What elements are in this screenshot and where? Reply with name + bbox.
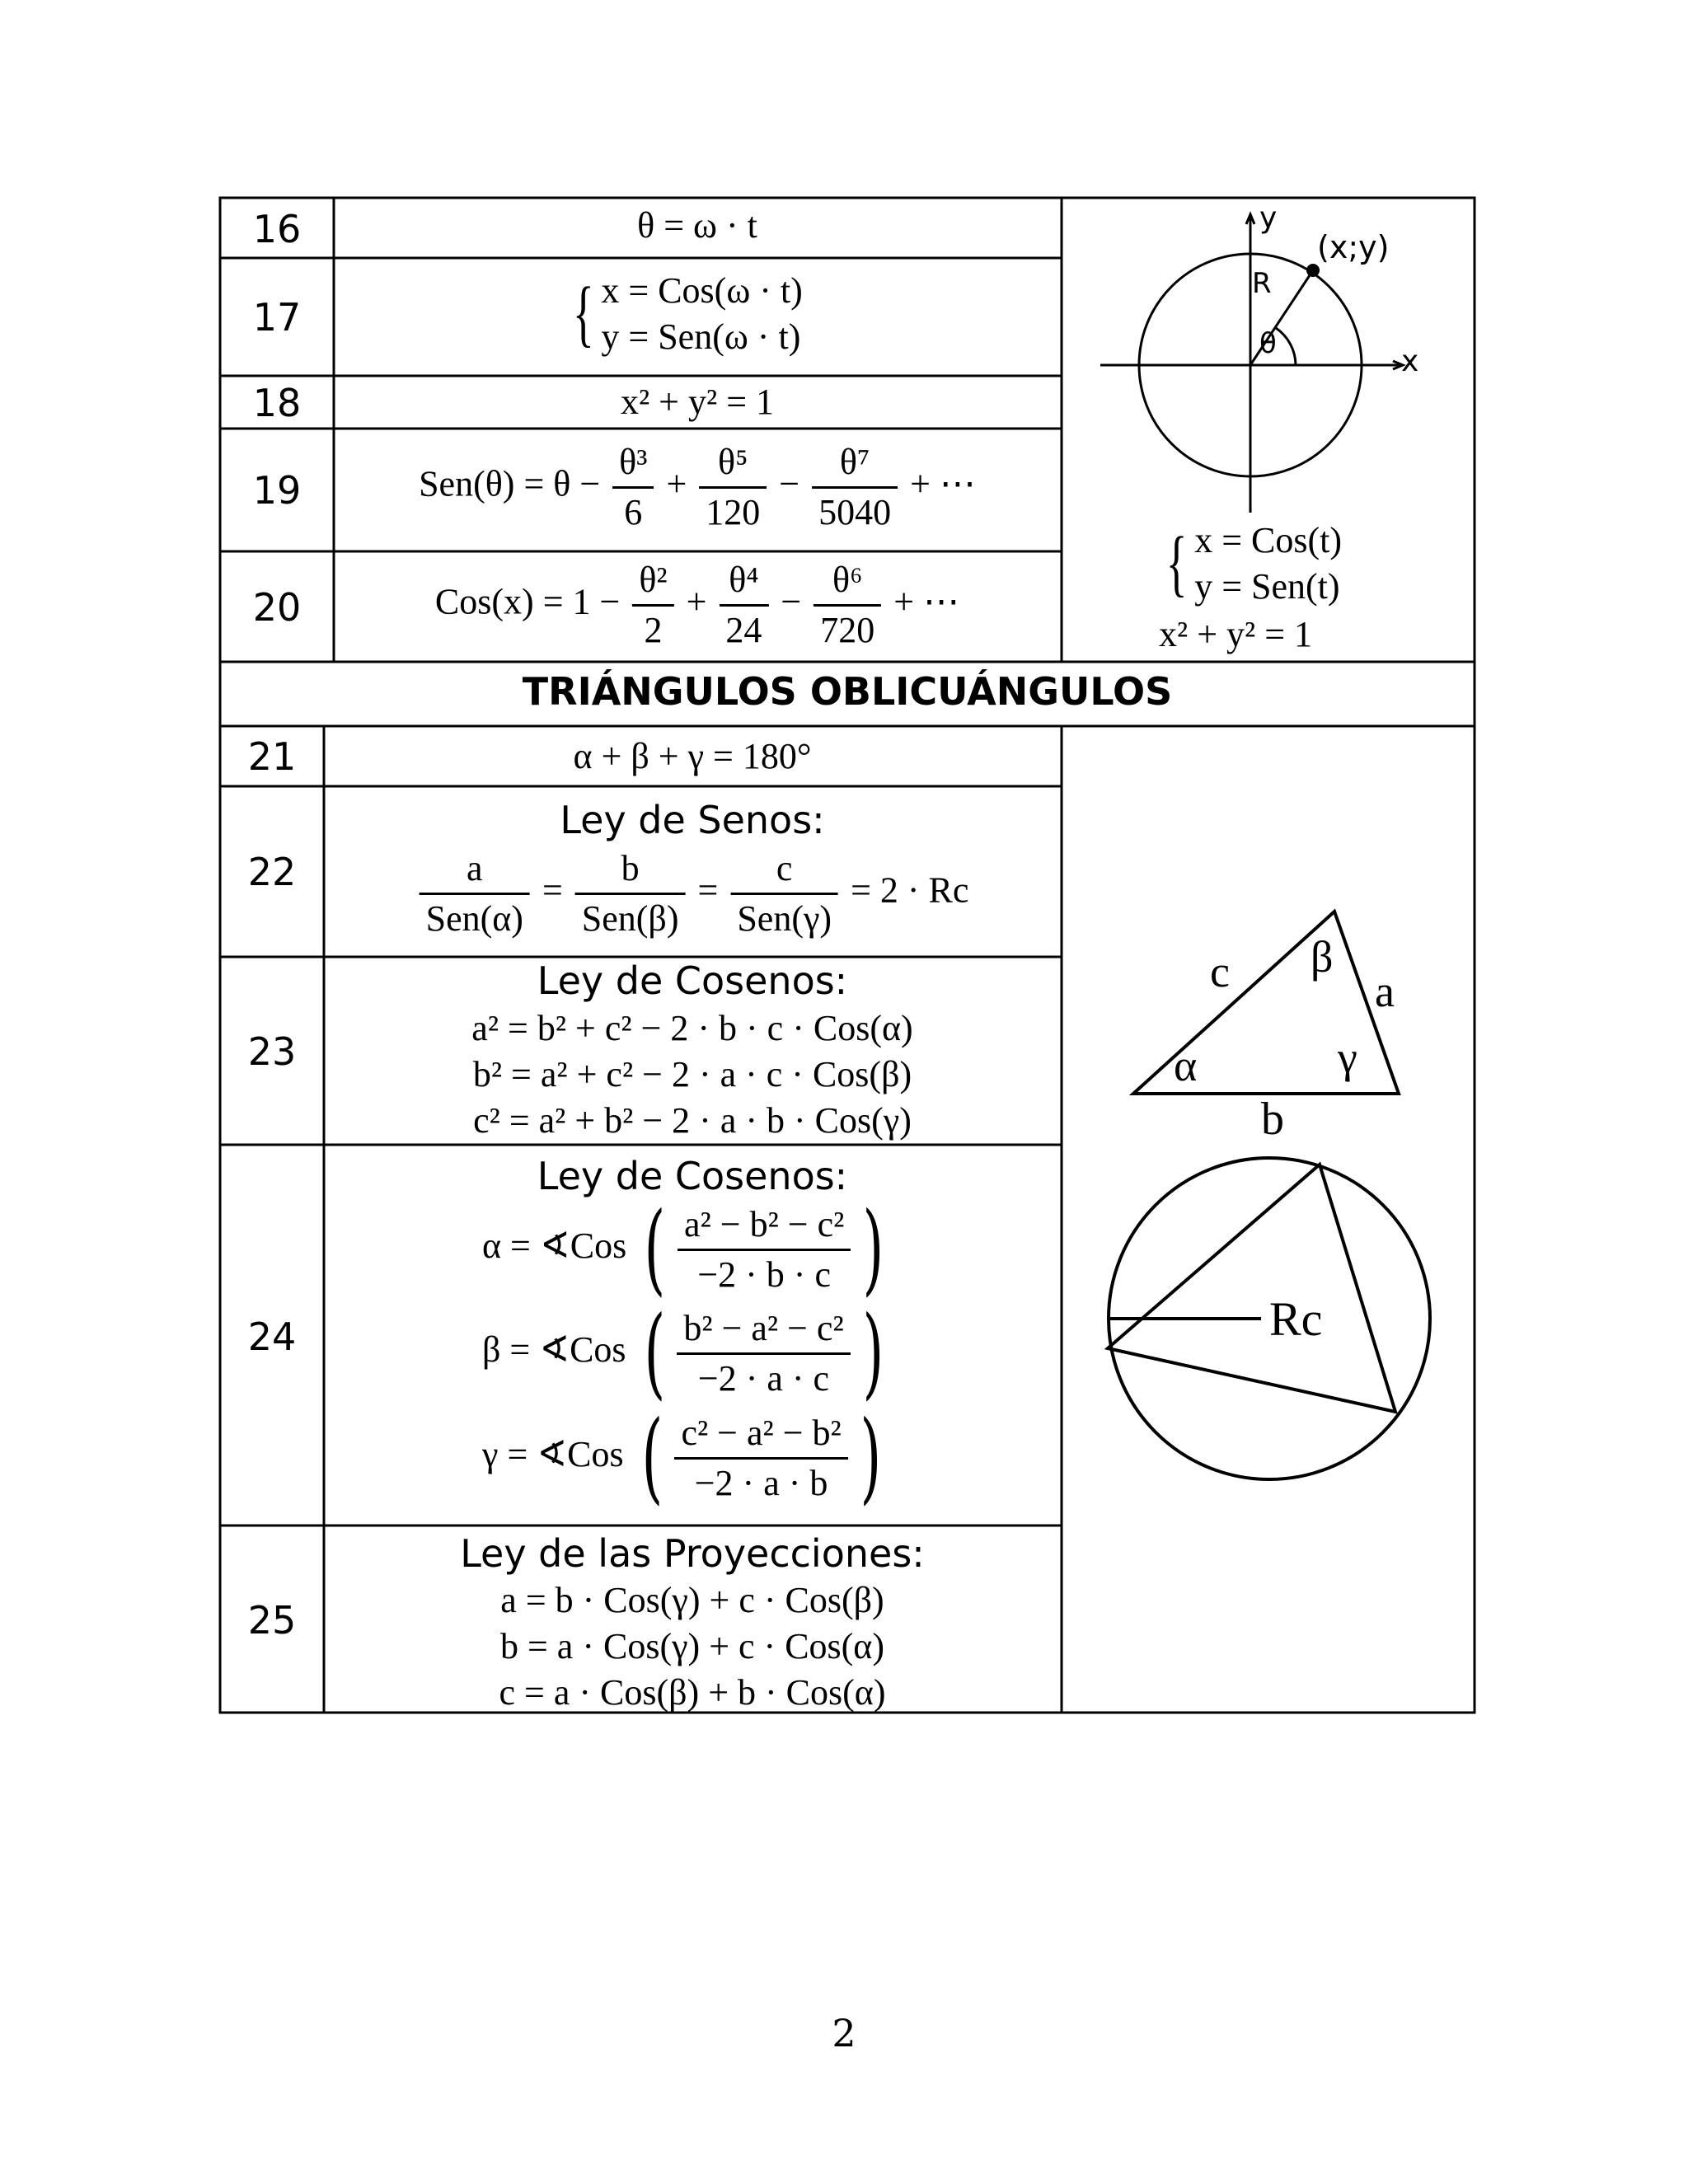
x-axis-label: x: [1401, 344, 1419, 378]
fraction-numerator: θ³: [619, 442, 648, 482]
fraction-denominator: 2: [632, 604, 673, 654]
formula-sine-series: [419, 438, 976, 537]
row-number: 20: [252, 585, 302, 630]
row-number: 21: [247, 734, 297, 779]
fraction-denominator: Sen(α): [420, 893, 530, 943]
fraction-numerator: a² − b² − c²: [684, 1203, 845, 1244]
fraction-denominator: 720: [814, 604, 881, 654]
fraction-denominator: Sen(γ): [730, 893, 838, 943]
formula-law-of-cosines: [471, 1005, 912, 1144]
fraction-numerator: a: [467, 848, 483, 888]
operator: =: [697, 869, 719, 911]
circumcircle-figure: [1063, 1146, 1473, 1492]
fraction-numerator: c: [776, 848, 793, 888]
row-number: 23: [247, 1029, 297, 1074]
row-number: 17: [252, 295, 302, 340]
formula-law-of-sines: [416, 845, 969, 943]
circle-equation: x² + y² = 1: [1159, 614, 1313, 654]
formula-line: y = Sen(ω · t): [601, 316, 801, 357]
formula-line: a = b · Cos(γ) + c · Cos(β): [500, 1580, 884, 1620]
circle-parametric-equations: { x = Cos(t) y = Sen(t): [1159, 518, 1342, 610]
side-a-label: a: [1375, 967, 1395, 1016]
formula-line: y = Sen(t): [1194, 566, 1340, 607]
fraction-denominator: 5040: [812, 486, 898, 537]
formula-alpha-arccos: α = ∢Cos ( $\frac{\text{a² − b² − c²}}{-2 \cdot b \cdot c}$ ): [482, 1192, 884, 1306]
side-b-label: b: [1261, 1094, 1284, 1145]
formula-line: a² = b² + c² − 2 · b · c · Cos(α): [471, 1008, 913, 1048]
formula-beta-arccos: β = ∢Cos ( $\frac{\text{b² − a² − c²}}{-2 \cdot a \cdot c}$ ): [482, 1296, 884, 1410]
formula-parametric-motion: { x = Cos(ω · t) y = Sen(ω · t): [565, 268, 803, 360]
fraction-numerator: θ⁴: [729, 560, 759, 600]
fraction-numerator: b: [621, 848, 640, 888]
fraction-numerator: c² − a² − b²: [681, 1412, 842, 1453]
row-number: 19: [252, 468, 302, 513]
point-marker: [1306, 264, 1320, 277]
law-title: Ley de Cosenos:: [537, 1154, 848, 1198]
formula-rhs: = 2 · Rc: [851, 869, 969, 911]
formula-unit-circle: x² + y² = 1: [620, 382, 775, 422]
operator: −: [781, 581, 802, 622]
operator: +: [666, 463, 687, 504]
row-number: 25: [247, 1598, 297, 1643]
fraction-denominator: 120: [699, 486, 767, 537]
point-label: (x;y): [1317, 229, 1390, 265]
fraction-denominator: −2 · a · b: [674, 1457, 847, 1507]
formula-tail: + ⋯: [910, 463, 976, 504]
row-number: 16: [252, 207, 302, 251]
fraction-numerator: θ⁵: [718, 442, 748, 482]
formula-lhs: β = ∢Cos: [482, 1329, 626, 1371]
fraction-denominator: 6: [612, 486, 654, 537]
operator: −: [779, 463, 800, 504]
formula-line: c = a · Cos(β) + b · Cos(α): [499, 1672, 886, 1713]
fraction-denominator: −2 · a · c: [677, 1352, 850, 1403]
formula-angle-sum: α + β + γ = 180°: [573, 736, 812, 776]
formula-tail: + ⋯: [893, 581, 960, 622]
fraction-numerator: θ²: [639, 560, 668, 600]
law-title: Ley de Senos:: [560, 798, 825, 842]
radius-label: R: [1252, 267, 1272, 300]
fraction-denominator: −2 · b · c: [678, 1249, 851, 1299]
angle-label: θ: [1259, 327, 1277, 360]
row-number: 18: [252, 381, 302, 425]
y-axis-label: y: [1259, 201, 1278, 235]
fraction-denominator: 24: [719, 604, 768, 654]
row-number: 22: [247, 850, 297, 894]
formula-law-of-projections: [499, 1577, 886, 1716]
formula-lhs: Sen(θ) = θ −: [419, 463, 601, 504]
section-heading: TRIÁNGULOS OBLICUÁNGULOS: [522, 669, 1173, 714]
operator: =: [542, 869, 563, 911]
formula-angular-position: θ = ω · t: [637, 205, 757, 246]
operator: +: [686, 581, 707, 622]
fraction-numerator: b² − a² − c²: [683, 1307, 844, 1348]
formula-lhs: γ = ∢Cos: [482, 1434, 624, 1475]
angle-alpha-label: α: [1174, 1041, 1198, 1090]
angle-gamma-label: γ: [1338, 1033, 1357, 1082]
formula-lhs: α = ∢Cos: [482, 1226, 627, 1267]
row-number: 24: [247, 1315, 297, 1359]
formula-gamma-arccos: γ = ∢Cos ( $\frac{\text{c² − a² − b²}}{-2 \cdot a \cdot b}$ ): [482, 1400, 881, 1515]
page-number: 2: [832, 2011, 856, 2055]
formula-cosine-series: [435, 556, 959, 654]
fraction-numerator: θ⁷: [839, 442, 870, 482]
fraction-denominator: Sen(β): [575, 893, 686, 943]
fraction-numerator: θ⁶: [832, 560, 863, 600]
formula-line: x = Cos(ω · t): [601, 270, 803, 311]
formula-line: b² = a² + c² − 2 · a · c · Cos(β): [472, 1054, 912, 1094]
formula-line: c² = a² + b² − 2 · a · b · Cos(γ): [473, 1100, 912, 1141]
side-c-label: c: [1210, 947, 1230, 996]
formula-line: b = a · Cos(γ) + c · Cos(α): [499, 1626, 885, 1666]
law-title: Ley de las Proyecciones:: [460, 1531, 925, 1576]
angle-beta-label: β: [1311, 932, 1334, 982]
formula-line: x = Cos(t): [1194, 520, 1343, 560]
formula-lhs: Cos(x) = 1 −: [434, 581, 621, 622]
circumradius-label: Rc: [1269, 1292, 1323, 1346]
law-title: Ley de Cosenos:: [537, 958, 848, 1003]
